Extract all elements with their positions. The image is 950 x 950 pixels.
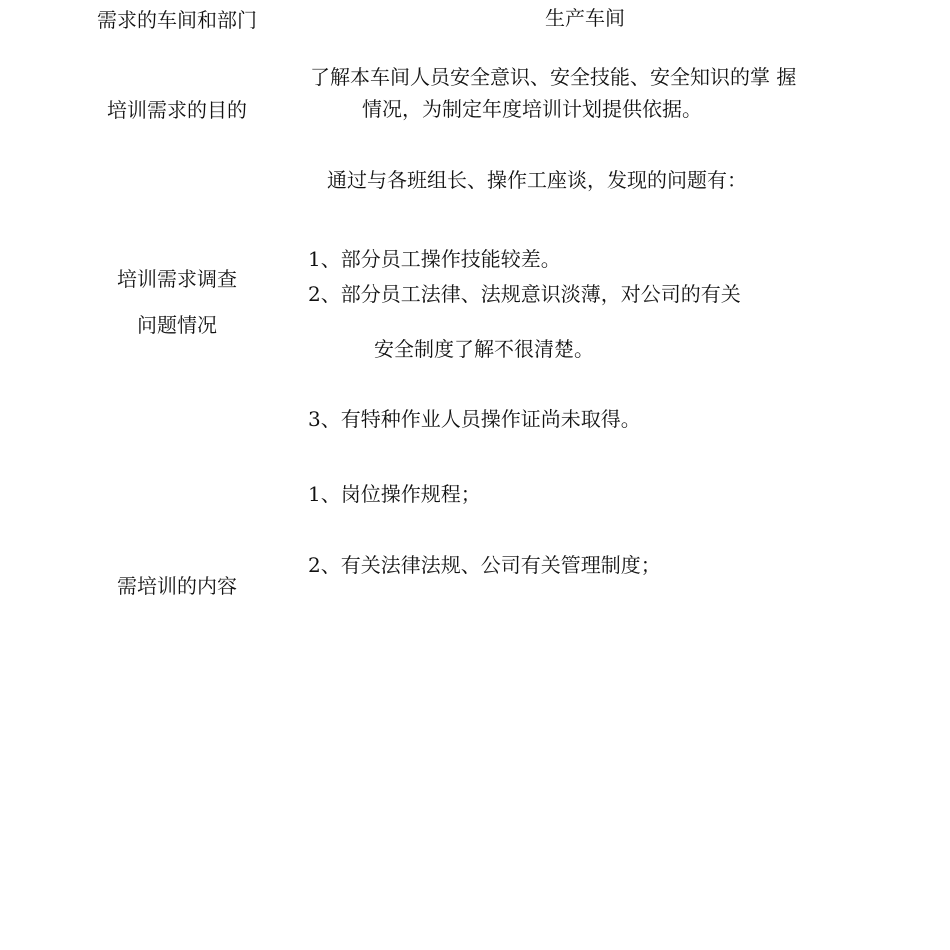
purpose-line-1: 了解本车间人员安全意识、安全技能、安全知识的掌 握 [310,65,797,89]
survey-item-3: 3、有特种作业人员操作证尚未取得。 [308,407,641,431]
content-item-2: 2、有关法律法规、公司有关管理制度； [308,553,661,577]
department-value: 生产车间 [545,6,625,30]
survey-label-line-1: 培训需求调查 [117,267,237,291]
purpose-label: 培训需求的目的 [107,98,247,122]
purpose-line-2: 情况，为制定年度培训计划提供依据。 [362,97,702,121]
survey-item-2: 2、部分员工法律、法规意识淡薄，对公司的有关 [308,282,741,306]
content-item-1: 1、岗位操作规程； [308,482,481,506]
survey-intro: 通过与各班组长、操作工座谈，发现的问题有： [327,168,747,192]
survey-item-2-continued: 安全制度了解不很清楚。 [374,337,594,361]
survey-item-1: 1、部分员工操作技能较差。 [308,247,561,271]
survey-label-line-2: 问题情况 [137,313,217,337]
content-label: 需培训的内容 [117,574,237,598]
department-label: 需求的车间和部门 [97,8,257,32]
